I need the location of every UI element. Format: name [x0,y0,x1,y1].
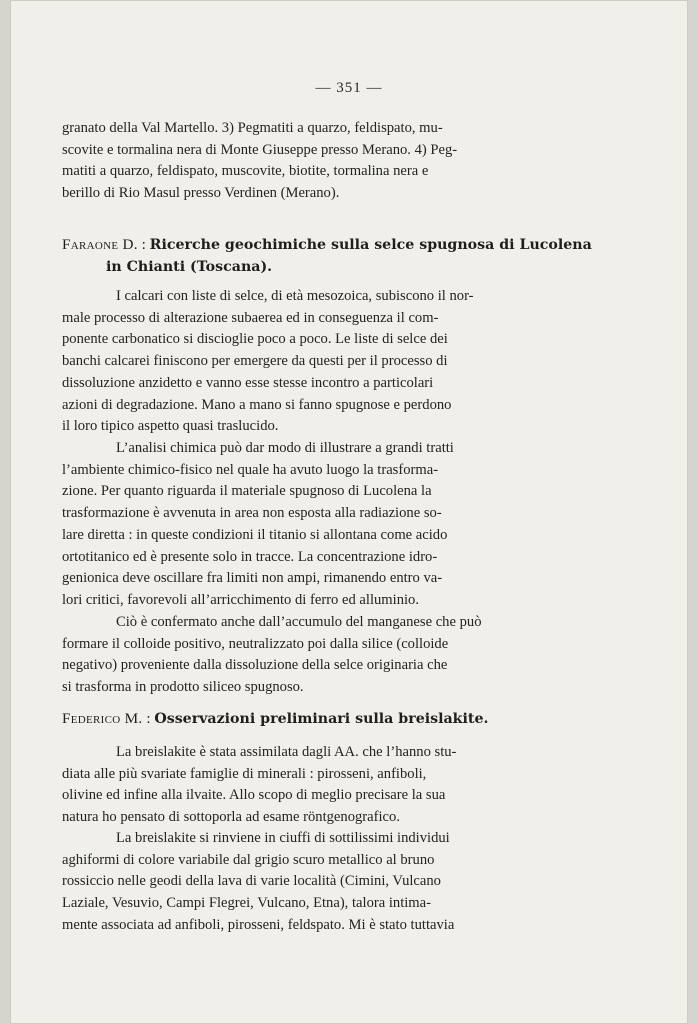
separator: : [137,236,150,253]
text-line: si trasforma in prodotto siliceo spugnoso. [62,679,304,696]
article-title: Osservazioni preliminari sulla breislakite. [154,711,489,727]
text-line: diata alle più svariate famiglie di minerali : pirosseni, anfiboli, [62,765,427,782]
text-line: aghiformi di colore variabile dal grigio scuro metallico al bruno [62,851,435,868]
text-line: ortotitanico ed è presente solo in tracce. La concentrazione idro- [62,548,438,565]
text-line: olivine ed infine alla ilvaite. Allo scopo di meglio precisare la sua [62,787,446,804]
text-line: mente associata ad anfiboli, pirosseni, feldspato. Mi è stato tuttavia [62,916,455,933]
text-line: scovite e tormalina nera di Monte Giuseppe presso Merano. 4) Peg- [62,141,458,158]
text-line: Laziale, Vesuvio, Campi Flegrei, Vulcano, Etna), talora intima- [62,895,431,912]
text-line: negativo) proveniente dalla dissoluzione della selce originaria che [62,657,448,674]
text-line: matiti a quarzo, feldispato, muscovite, biotite, tormalina nera e [62,163,429,180]
document-page [10,0,688,1024]
intro-paragraph [62,118,602,205]
federico-heading [62,708,622,731]
separator: : [142,710,155,727]
text-line: granato della Val Martello. 3) Pegmatiti a quarzo, feldispato, mu- [62,120,443,136]
text-line: La breislakite si rinviene in ciuffi di sottilissimi individui [116,830,450,846]
text-line: lare diretta : in queste condizioni il titanio si allontana come acido [62,526,448,543]
text-line: lori critici, favorevoli all’arricchimento di ferro ed alluminio. [62,591,420,608]
text-line: I calcari con liste di selce, di età mesozoica, subiscono il nor- [116,288,474,304]
text-line: Ciò è confermato anche dall’accumulo del manganese che può [116,614,482,630]
text-line: La breislakite è stata assimilata dagli AA. che l’hanno stu- [116,744,457,760]
text-line: il loro tipico aspetto quasi traslucido. [62,418,279,435]
text-line: dissoluzione anzidetto e vanno esse stesse incontro a particolari [62,374,434,391]
text-line: ponente carbonatico si discioglie poco a poco. Le liste di selce dei [62,331,448,348]
federico-paragraph-2 [62,828,602,937]
article-title: Ricerche geochimiche sulla selce spugnosa di Lucolena [149,237,592,253]
faraone-heading [62,234,622,278]
faraone-paragraph-3 [62,612,602,699]
text-line: male processo di alterazione subaerea ed in conseguenza il com- [62,309,439,326]
text-line: genionica deve oscillare fra limiti non ampi, rimanendo entro va- [62,570,443,587]
faraone-paragraph-2 [62,438,602,612]
text-line: zione. Per quanto riguarda il materiale spugnoso di Lucolena la [62,483,432,500]
text-line: natura ho pensato di sottoporla ad esame röntgenografico. [62,809,400,826]
text-line: L’analisi chimica può dar modo di illustrare a grandi tratti [116,440,454,456]
author-name: Faraone D. [62,236,138,253]
text-line: banchi calcarei finiscono per emergere da questi per il processo di [62,353,448,370]
federico-paragraph-1 [62,742,602,829]
page-number: — 351 — [315,80,383,96]
faraone-paragraph-1 [62,286,602,438]
author-name: Federico M. [62,710,143,727]
text-line: formare il colloide positivo, neutralizzato poi dalla silice (colloide [62,635,449,652]
text-line: l’ambiente chimico-fisico nel quale ha avuto luogo la trasforma- [62,461,439,478]
text-line: berillo di Rio Masul presso Verdinen (Merano). [62,185,340,202]
text-line: trasformazione è avvenuta in area non esposta alla radiazione so- [62,505,442,522]
text-line: rossiccio nelle geodi della lava di varie località (Cimini, Vulcano [62,873,441,890]
article-title-cont: in Chianti (Toscana). [106,258,273,275]
text-line: azioni di degradazione. Mano a mano si fanno spugnose e perdono [62,396,452,413]
